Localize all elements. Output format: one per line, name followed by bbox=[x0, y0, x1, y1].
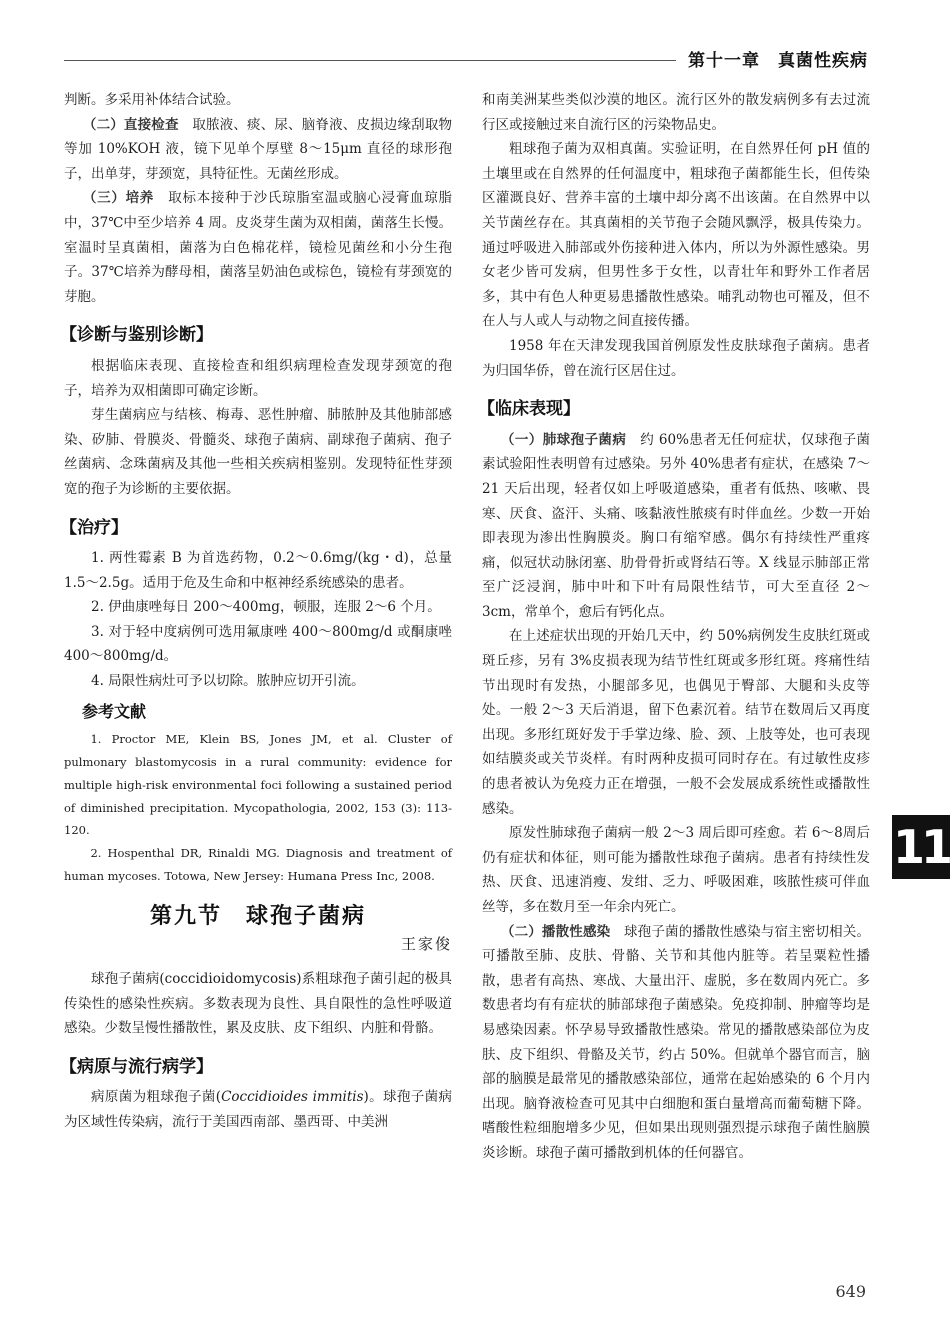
paragraph: 芽生菌病应与结核、梅毒、恶性肿瘤、肺脓肿及其他肺部感染、矽肺、骨膜炎、骨髓炎、球孢子菌病、副球孢子菌病、孢子丝菌病、念珠菌病及其他一些相关疾病相鉴别。发现特征性芽颈宽的孢子为诊断的主要依据。 bbox=[64, 407, 452, 497]
subheading-direct-exam: （二）直接检查 bbox=[82, 116, 179, 133]
treatment-item: 4. 局限性病灶可予以切除。脓肿应切开引流。 bbox=[91, 673, 365, 690]
paragraph: 粗球孢子菌为双相真菌。实验证明，在自然界任何 pH 值的土壤里或在自然界的任何温度中，粗球孢子菌都能生长，但传染区灌溉良好、营养丰富的土壤中却分离不出该菌。在自然界中以关节菌丝存在。其真菌相的关节孢子会随风飘浮，极具传染力。通过呼吸进入肺部或外伤接种进入体内，所以为外源性感染。男女老少皆可发病，但男性多于女性，以青壮年和野外工作者居多，其中有色人种更易患播散性感染。哺乳动物也可罹及，但不在人与人或人与动物之间直接传播。 bbox=[482, 141, 870, 330]
paragraph: 和南美洲某些类似沙漠的地区。流行区外的散发病例多有去过流行区或接触过来自流行区的污染物品史。 bbox=[482, 92, 870, 133]
treatment-item: 2. 伊曲康唑每日 200～400mg，顿服，连服 2～6 个月。 bbox=[91, 599, 441, 616]
paragraph-pulmonary: （一）肺球孢子菌病 约 60%患者无任何症状，仅球孢子菌素试验阳性表明曾有过感染。另外 40%患者有症状，在感染 7～21 天后出现，轻者仅如上呼吸道感染，重者有低热、咳嗽、畏寒、厌食、盗汗、头痛、咳黏液性脓痰有时伴血丝。少数一开始即表现为渗出性胸膜炎。胸口有缩窄感。偶尔有持续性严重疼痛，似冠状动脉闭塞、肋骨骨折或肾结石等。X 线显示肺部正常至广泛浸润，肺中叶和下叶有局限性结节，可大至直径 2～3cm，常单个，愈后有钙化点。 bbox=[482, 431, 871, 620]
reference-item: 1. Proctor ME, Klein BS, Jones JM, et al. Cluster of pulmonary blastomycosis in a rural community: evidence for multiple high-risk environmental foci following a sustained period of diminished precipitation. Mycopathologia, 2002, 153 (3): 113-120. bbox=[64, 732, 452, 838]
paragraph: 判断。多采用补体结合试验。 bbox=[64, 92, 240, 108]
paragraph: 1958 年在天津发现我国首例原发性皮肤球孢子菌病。患者为归国华侨，曾在流行区居住过。 bbox=[482, 337, 870, 379]
species-name: Coccidioides immitis bbox=[221, 1089, 364, 1106]
paragraph-etiology: 病原菌为粗球孢子菌(Coccidioides immitis)。球孢子菌病为区域性传染病，流行于美国西南部、墨西哥、中美洲 bbox=[64, 1089, 452, 1130]
chapter-thumb-tab: 11 bbox=[892, 815, 950, 879]
treatment-item: 1. 两性霉素 B 为首选药物，0.2～0.6mg/(kg・d)，总量 1.5～2.5g。适用于危及生命和中枢神经系统感染的患者。 bbox=[64, 550, 452, 591]
reference-item: 2. Hospenthal DR, Rinaldi MG. Diagnosis and treatment of human mycoses. Totowa, New Jersey: Humana Press Inc, 2008. bbox=[64, 846, 452, 884]
paragraph: 球孢子菌病(coccidioidomycosis)系粗球孢子菌引起的极具传染性的感染性疾病。多数表现为良性、具自限性的急性呼吸道感染。少数呈慢性播散性，累及皮肤、皮下组织、内脏和骨骼。 bbox=[64, 971, 452, 1037]
section-title: 第九节 球孢子菌病 bbox=[149, 902, 366, 929]
subheading-disseminated: （二）播散性感染 bbox=[500, 923, 611, 940]
heading-clinical: 【临床表现】 bbox=[478, 399, 580, 420]
right-column bbox=[478, 88, 871, 1166]
paragraph: 原发性肺球孢子菌病一般 2～3 周后即可痊愈。若 6～8周后仍有症状和体征，则可能为播散性球孢子菌病。患者有持续性发热、厌食、迅速消瘦、发绀、乏力、呼吸困难，咳脓性痰可伴血丝等，多在数月至一年余内死亡。 bbox=[482, 825, 870, 915]
paragraph: 在上述症状出现的开始几天中，约 50%病例发生皮肤红斑或斑丘疹，另有 3%皮损表现为结节性红斑或多形红斑。疼痛性结节出现时有发热，小腿部多见，也偶见于臀部、大腿和头皮等处。一般 2～3 天后消退，留下色素沉着。结节在数周后又再度出现。多形红斑好发于手掌边缘、脸、颈、上肢等处，也可表现如结膜炎或关节炎样。有时两种皮损可同时存在。有过敏性皮疹的患者被认为免疫力正在增强，一般不会发展成系统性或播散性感染。 bbox=[482, 628, 870, 817]
subheading-pulmonary: （一）肺球孢子菌病 bbox=[500, 431, 627, 448]
paragraph-disseminated: （二）播散性感染 球孢子菌的播散性感染与宿主密切相关。可播散至肺、皮肤、骨骼、关节和其他内脏等。若呈粟粒性播散，患者有高热、寒战、大量出汗、虚脱，多在数周内死亡。多数患者均有有症状的肺部球孢子菌感染。免疫抑制、肿瘤等均是易感染因素。怀孕易导致播散性感染。常见的播散感染部位为皮肤、皮下组织、骨骼及关节，约占 50%。但就单个器官而言，脑部的脑膜是最常见的播散感染部位，通常在起始感染的 6 个月内出现。脑脊液检查可见其中白细胞和蛋白量增高而葡萄糖下降。嗜酸性粒细胞增多少见，但如果出现则强烈提示球孢子菌性脑膜炎诊断。球孢子菌可播散到机体的任何器官。 bbox=[482, 923, 871, 1161]
heading-references: 参考文献 bbox=[82, 701, 147, 721]
page-number: 649 bbox=[835, 1282, 866, 1301]
paragraph-culture: （三）培养 取标本接种于沙氏琼脂室温或脑心浸膏血琼脂中，37℃中至少培养 4 周。皮炎芽生菌为双相菌，菌落生长慢。室温时呈真菌相，菌落为白色棉花样，镜检见菌丝和小分生孢子。37℃培养为酵母相，菌落呈奶油色或棕色，镜检有芽颈宽的芽胞。 bbox=[64, 190, 453, 305]
treatment-item: 3. 对于轻中度病例可选用氟康唑 400～800mg/d 或酮康唑 400～800mg/d。 bbox=[64, 623, 452, 665]
header-rule bbox=[64, 60, 676, 61]
heading-diagnosis: 【诊断与鉴别诊断】 bbox=[60, 325, 213, 346]
subheading-culture: （三）培养 bbox=[82, 190, 155, 207]
paragraph: 根据临床表现、直接检查和组织病理检查发现芽颈宽的孢子，培养为双相菌即可确定诊断。 bbox=[64, 357, 452, 399]
left-column bbox=[60, 88, 453, 1135]
paragraph-direct-exam: （二）直接检查 取脓液、痰、尿、脑脊液、皮损边缘刮取物等加 10%KOH 液，镜下见单个厚壁 8～15μm 直径的球形孢子，出单芽，芽颈宽，具特征性。无菌丝形成。 bbox=[64, 116, 453, 182]
heading-etiology: 【病原与流行病学】 bbox=[60, 1056, 213, 1077]
heading-treatment: 【治疗】 bbox=[60, 517, 128, 538]
author: 王家俊 bbox=[400, 935, 452, 954]
chapter-header: 第十一章 真菌性疾病 bbox=[688, 51, 868, 71]
